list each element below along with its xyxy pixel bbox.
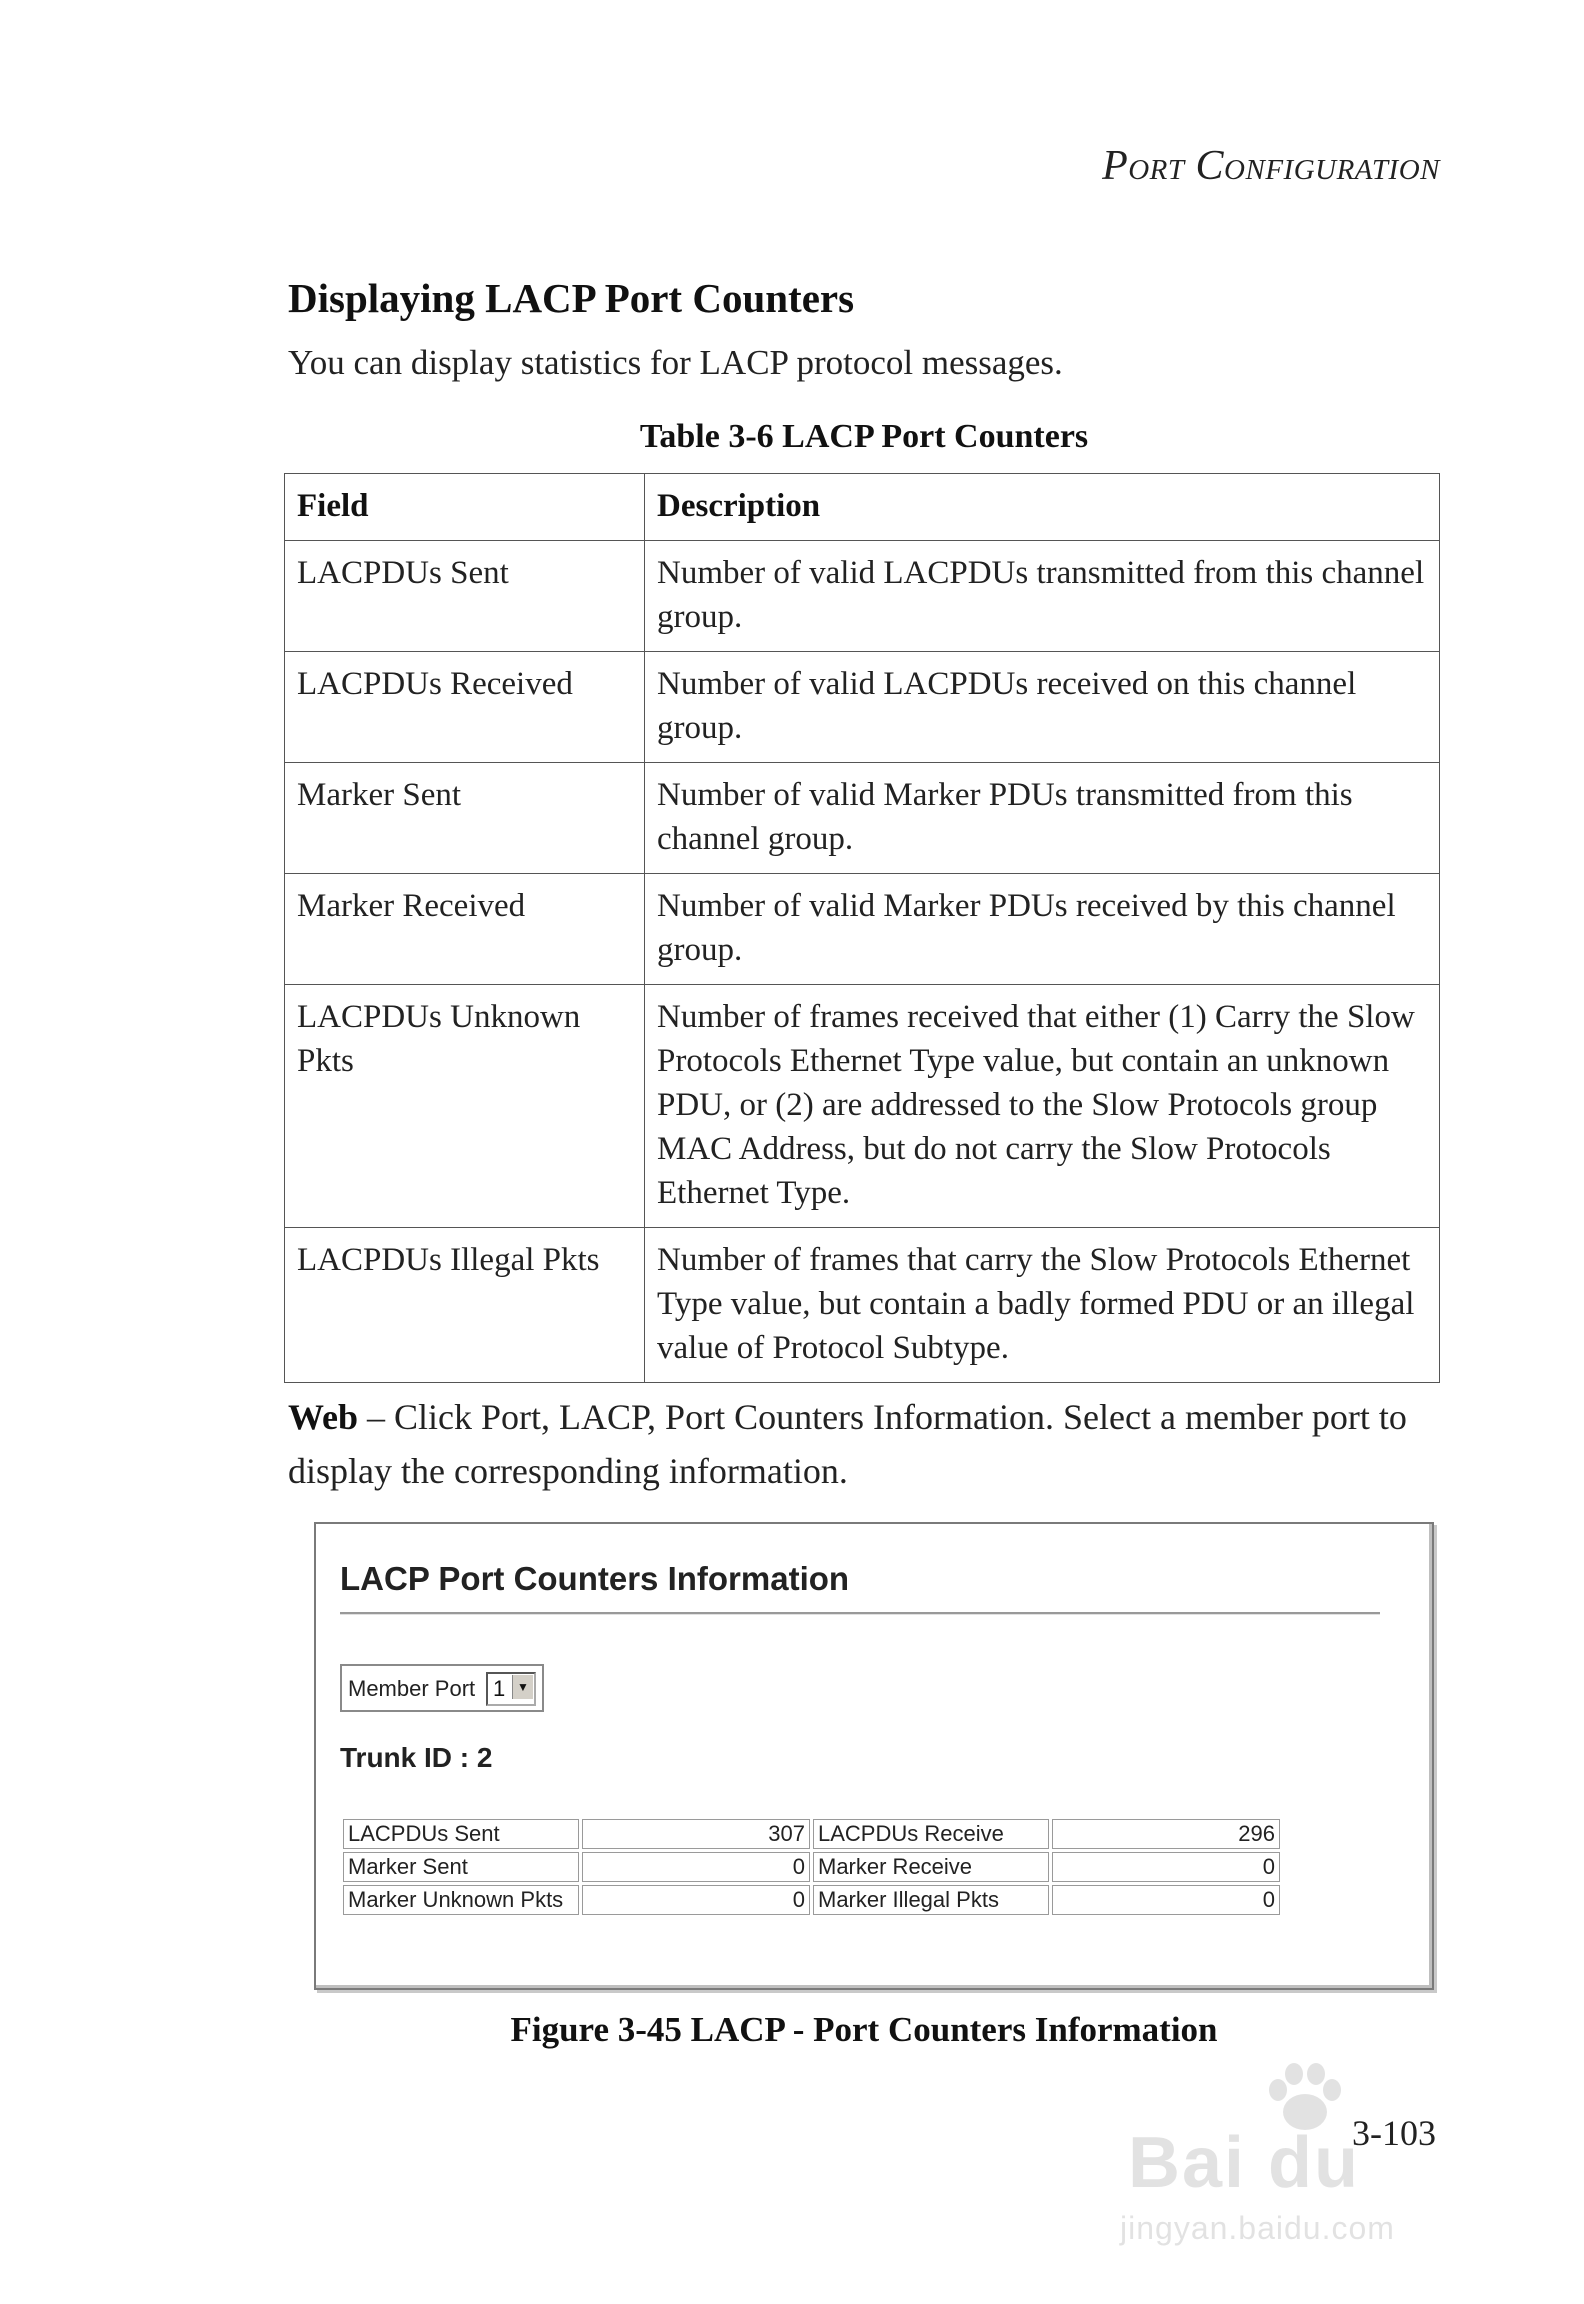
running-header: Port Configuration bbox=[1102, 143, 1440, 189]
web-text: – Click Port, LACP, Port Counters Information. Select a member port to display the corresponding information. bbox=[288, 1397, 1407, 1491]
counter-label: Marker Sent bbox=[343, 1852, 579, 1882]
table-row bbox=[285, 985, 1440, 1228]
counter-row bbox=[343, 1852, 1280, 1882]
description-cell: Number of valid Marker PDUs transmitted from this channel group. bbox=[645, 763, 1440, 874]
counter-value: 0 bbox=[582, 1885, 810, 1915]
description-cell: Number of frames that carry the Slow Protocols Ethernet Type value, but contain a badly formed PDU or an illegal value of Protocol Subtype. bbox=[645, 1228, 1440, 1383]
chevron-down-icon[interactable]: ▼ bbox=[512, 1675, 533, 1699]
member-port-label: Member Port bbox=[348, 1676, 476, 1701]
header-field: Field bbox=[285, 474, 645, 541]
description-cell: Number of valid LACPDUs transmitted from this channel group. bbox=[645, 541, 1440, 652]
baidu-watermark bbox=[1110, 2060, 1490, 2250]
watermark-brand: Bai du bbox=[1128, 2123, 1361, 2203]
intro-paragraph: You can display statistics for LACP protocol messages. bbox=[288, 343, 1063, 382]
table-row bbox=[285, 874, 1440, 985]
field-cell: LACPDUs Sent bbox=[285, 541, 645, 652]
page-number: 3-103 bbox=[1352, 2113, 1436, 2153]
web-instructions bbox=[288, 1390, 1438, 1498]
header-description: Description bbox=[645, 474, 1440, 541]
counter-label: Marker Illegal Pkts bbox=[813, 1885, 1049, 1915]
field-cell: LACPDUs Illegal Pkts bbox=[285, 1228, 645, 1383]
counter-value: 0 bbox=[1052, 1852, 1280, 1882]
screenshot-panel bbox=[314, 1522, 1434, 1990]
description-cell: Number of valid LACPDUs received on this channel group. bbox=[645, 652, 1440, 763]
counter-label: LACPDUs Receive bbox=[813, 1819, 1049, 1849]
table-header-row bbox=[285, 474, 1440, 541]
watermark-url: jingyan.baidu.com bbox=[1120, 2210, 1395, 2246]
counter-label: LACPDUs Sent bbox=[343, 1819, 579, 1849]
counter-value: 0 bbox=[1052, 1885, 1280, 1915]
screenshot-title: LACP Port Counters Information bbox=[340, 1560, 850, 1597]
table-row bbox=[285, 1228, 1440, 1383]
field-cell: Marker Received bbox=[285, 874, 645, 985]
counter-row bbox=[343, 1885, 1280, 1915]
field-cell: LACPDUs Received bbox=[285, 652, 645, 763]
member-port-select[interactable] bbox=[486, 1672, 536, 1706]
table-row bbox=[285, 541, 1440, 652]
figure-caption: Figure 3-45 LACP - Port Counters Information bbox=[510, 2010, 1218, 2049]
counter-value: 307 bbox=[582, 1819, 810, 1849]
counter-row bbox=[343, 1819, 1280, 1849]
counter-value: 296 bbox=[1052, 1819, 1280, 1849]
field-cell: Marker Sent bbox=[285, 763, 645, 874]
section-title: Displaying LACP Port Counters bbox=[288, 275, 855, 321]
counter-label: Marker Receive bbox=[813, 1852, 1049, 1882]
counters-grid bbox=[340, 1816, 1283, 1918]
counter-label: Marker Unknown Pkts bbox=[343, 1885, 579, 1915]
web-label: Web bbox=[288, 1397, 359, 1437]
trunk-id: Trunk ID : 2 bbox=[340, 1742, 493, 1773]
member-port-control bbox=[340, 1664, 544, 1712]
field-cell: LACPDUs Unknown Pkts bbox=[285, 985, 645, 1228]
description-cell: Number of frames received that either (1) Carry the Slow Protocols Ethernet Type value, but contain an unknown PDU, or (2) are addressed to the Slow Protocols group MAC Address, but do not carry the Slow Protocols Ethernet Type. bbox=[645, 985, 1440, 1228]
description-cell: Number of valid Marker PDUs received by this channel group. bbox=[645, 874, 1440, 985]
title-divider bbox=[340, 1612, 1380, 1615]
table-row bbox=[285, 652, 1440, 763]
counter-value: 0 bbox=[582, 1852, 810, 1882]
lacp-counters-table bbox=[284, 473, 1440, 1383]
member-port-value: 1 bbox=[493, 1676, 506, 1701]
table-row bbox=[285, 763, 1440, 874]
table-caption: Table 3-6 LACP Port Counters bbox=[639, 418, 1089, 455]
